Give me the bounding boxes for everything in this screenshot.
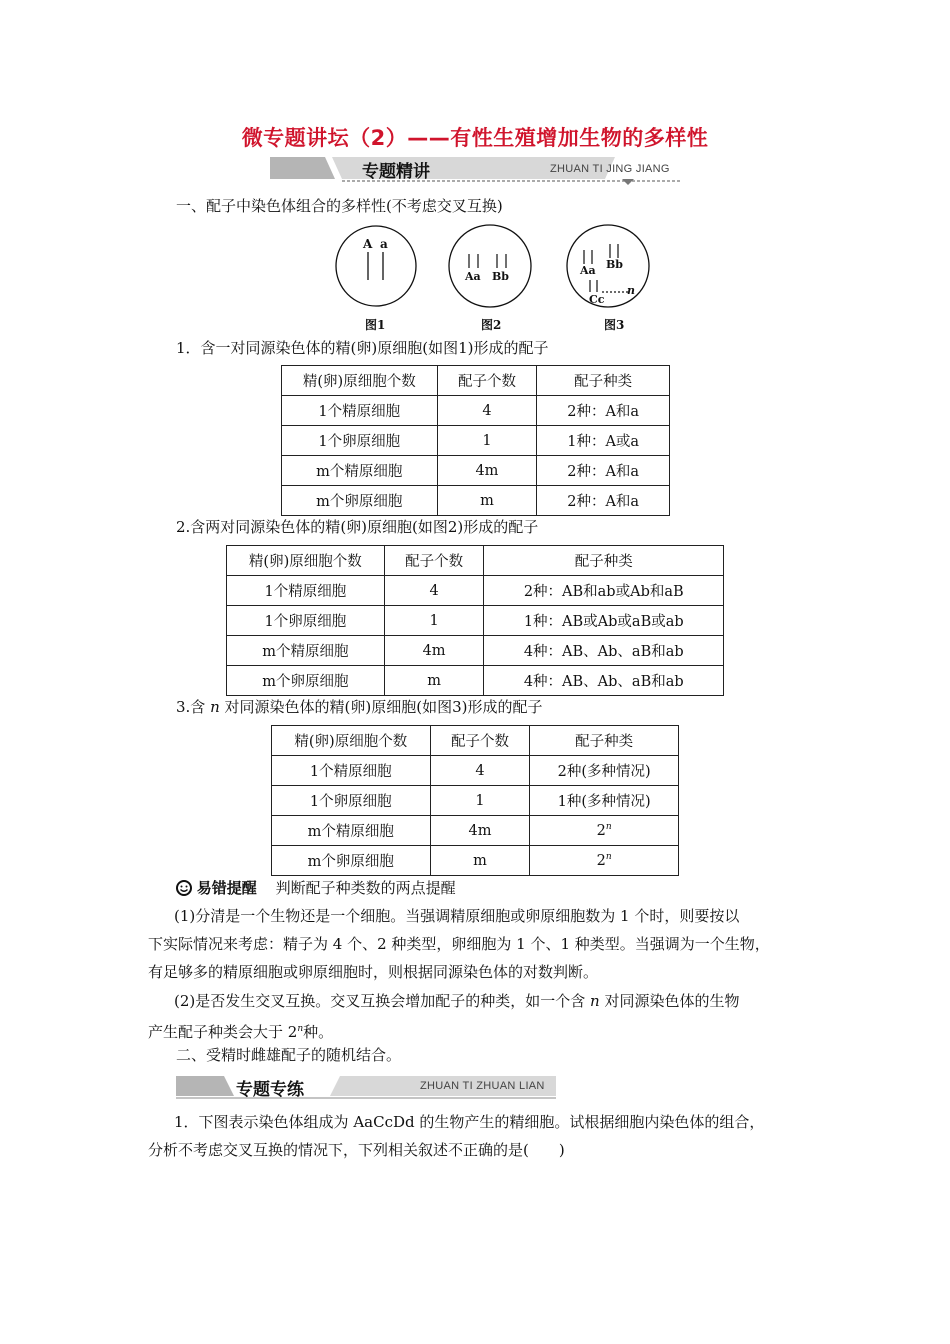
paragraph-2-line [148,1015,828,1046]
table-cell: 2种：A和a [537,486,670,516]
item-3-pre: 3.含 [176,698,206,716]
table-cell: 1种：A或a [537,426,670,456]
table-cell: 1 [384,606,484,636]
item-3-heading [176,697,543,717]
table-cell: 4种：AB、Ab、aB和ab [484,666,724,696]
section-band-lecture [270,153,682,185]
paragraph-2-line [148,987,828,1015]
p2-text: 对同源染色体的生物 [599,992,740,1010]
paragraph-2 [148,987,828,1046]
table-row [272,786,679,816]
item-2-heading: 2.含两对同源染色体的精(卵)原细胞(如图2)形成的配子 [176,518,539,536]
table-cell: 4 [384,576,484,606]
warning-label: 易错提醒 [196,879,257,897]
warning-row [176,878,456,901]
question-1 [148,1108,828,1164]
table-cell: 2种：A和a [537,396,670,426]
item-3-post: 对同源染色体的精(卵)原细胞(如图3)形成的配子 [224,698,543,716]
page-title: 微专题讲坛（2）——有性生殖增加生物的多样性 [241,126,709,150]
power-exponent: n [605,852,612,863]
fig1-label-A: A [363,237,373,251]
p2-n: n [590,992,600,1010]
table-header: 配子种类 [484,546,724,576]
paragraph-1-line: 下实际情况来考虑：精子为 4 个、2 种类型，卵细胞为 1 个、1 种类型。当强调为一个生物， [148,935,770,953]
table-row [282,486,670,516]
table-cell: 1个卵原细胞 [282,426,438,456]
table-header: 配子个数 [437,366,537,396]
section-heading-1: 一、配子中染色体组合的多样性(不考虑交叉互换) [176,197,503,215]
table-row [282,396,670,426]
section-band-practice [176,1070,558,1102]
table-cell [530,846,679,876]
table-cell: 1种：AB或Ab或aB或ab [484,606,724,636]
table-cell: 4m [384,636,484,666]
smiley-icon [176,880,192,901]
table-header: 精(卵)原细胞个数 [282,366,438,396]
table-row [227,666,724,696]
warning-text: 判断配子种类数的两点提醒 [275,879,456,897]
power-base: 2 [596,852,606,869]
table-row [272,726,679,756]
fig3-label-Cc: Cc [589,293,605,306]
table-2 [226,545,724,696]
table-row [282,456,670,486]
p2-text: (2)是否发生交叉互换。交叉互换会增加配子的种类，如一个含 [174,992,591,1010]
table-cell: 2种(多种情况) [530,756,679,786]
paragraph-1-line: (1)分清是一个生物还是一个细胞。当强调精原细胞或卵原细胞数为 1 个时，则要按以 [174,907,740,925]
table-1 [281,365,670,516]
fig1-label-a: a [380,237,388,251]
p2-exponent: n [297,1024,304,1034]
table-cell: m个精原细胞 [282,456,438,486]
fig3-caption: 图3 [604,318,625,332]
fig1-caption: 图1 [365,318,386,332]
question-1-line: 分析不考虑交叉互换的情况下，下列相关叙述不正确的是( ) [148,1141,565,1159]
table-cell: m [430,846,530,876]
table-cell: 4m [437,456,537,486]
table-cell: 1个卵原细胞 [272,786,431,816]
table-header: 配子种类 [537,366,670,396]
table-row [272,816,679,846]
table-cell: m个卵原细胞 [272,846,431,876]
table-cell: 1个卵原细胞 [227,606,385,636]
table-cell: 4种：AB、Ab、aB和ab [484,636,724,666]
table-cell: m个精原细胞 [227,636,385,666]
section-heading-2: 二、受精时雌雄配子的随机结合。 [176,1046,402,1064]
table-3 [271,725,679,876]
fig2-label-Aa: Aa [465,270,481,283]
table-cell: m个精原细胞 [272,816,431,846]
table-cell: 1 [437,426,537,456]
table-header: 配子个数 [430,726,530,756]
power-base: 2 [596,822,606,839]
question-1-line: 1．下图表示染色体组成为 AaCcDd 的生物产生的精细胞。试根据细胞内染色体的组合， [174,1113,765,1131]
table-header: 精(卵)原细胞个数 [272,726,431,756]
fig2-caption: 图2 [481,318,502,332]
paragraph-1 [148,902,828,986]
fig3-label-n: n [627,284,635,297]
table-cell: 1个精原细胞 [282,396,438,426]
table-cell: m [384,666,484,696]
table-cell: m [437,486,537,516]
table-row [227,546,724,576]
paragraph-1-line: 有足够多的精原细胞或卵原细胞时，则根据同源染色体的对数判断。 [148,963,599,981]
item-1-heading: 1．含一对同源染色体的精(卵)原细胞(如图1)形成的配子 [176,339,549,357]
fig3-label-Aa: Aa [580,264,596,277]
figure-1 [334,224,418,334]
band-practice-sub: ZHUAN TI ZHUAN LIAN [420,1080,545,1092]
band-lecture-label: 专题精讲 [362,162,430,182]
table-cell: 4 [430,756,530,786]
table-cell: 2种：A和a [537,456,670,486]
table-cell: 1种(多种情况) [530,786,679,816]
table-cell: 4 [437,396,537,426]
band-practice-label: 专题专练 [236,1080,304,1100]
table-cell: 1个精原细胞 [272,756,431,786]
figure-2 [446,224,534,334]
table-row [227,576,724,606]
figure-3 [564,222,656,334]
table-row [282,426,670,456]
table-cell: 1 [430,786,530,816]
table-cell: m个卵原细胞 [282,486,438,516]
table-row [272,756,679,786]
table-header: 精(卵)原细胞个数 [227,546,385,576]
table-cell: m个卵原细胞 [227,666,385,696]
table-cell: 2种：AB和ab或Ab和aB [484,576,724,606]
band-lecture-sub: ZHUAN TI JING JIANG [550,163,670,175]
table-row [227,606,724,636]
table-row [282,366,670,396]
table-cell [530,816,679,846]
table-cell: 1个精原细胞 [227,576,385,606]
item-3-n: n [210,698,220,716]
table-row [227,636,724,666]
table-header: 配子种类 [530,726,679,756]
table-cell: 4m [430,816,530,846]
fig3-label-Bb: Bb [606,258,623,271]
p2-text: 种。 [303,1023,334,1041]
p2-text: 产生配子种类会大于 2 [148,1023,298,1041]
power-exponent: n [605,822,612,833]
table-row [272,846,679,876]
table-header: 配子个数 [384,546,484,576]
fig2-label-Bb: Bb [492,270,509,283]
